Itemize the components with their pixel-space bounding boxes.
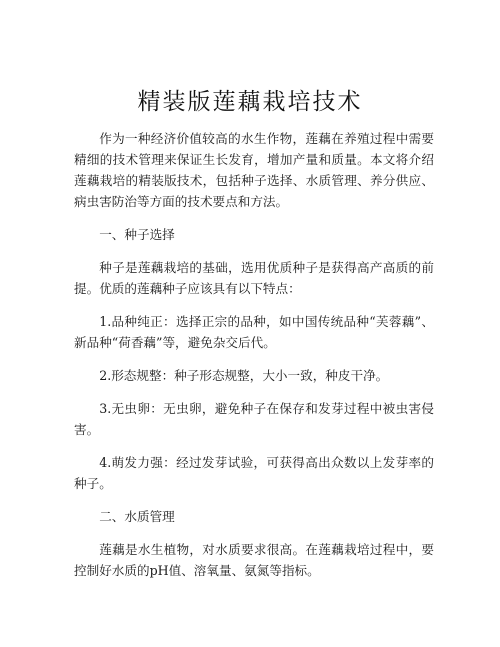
- intro-paragraph: 作为一种经济价值较高的水生作物，莲藕在养殖过程中需要精细的技术管理来保证生长发育，增加产量和质量。本文将介绍莲藕栽培的精装版技术，包括种子选择、水质管理、养分供应、病虫害防治等方面的技术要点和方法。: [74, 131, 434, 209]
- seed-point-germination: 4.萌发力强：经过发芽试验，可获得高出众数以上发芽率的种子。: [74, 455, 434, 491]
- seed-selection-intro: 种子是莲藕栽培的基础，选用优质种子是获得高产高质的前提。优质的莲藕种子应该具有以下特点：: [74, 260, 434, 296]
- section-heading-water-quality: 二、水质管理: [99, 509, 175, 524]
- seed-point-variety: 1.品种纯正：选择正宗的品种，如中国传统品种“芙蓉藕”、新品种“荷香藕”等，避免杂交后代。: [74, 314, 434, 350]
- seed-point-no-eggs: 3.无虫卵：无虫卵，避免种子在保存和发芽过程中被虫害侵害。: [74, 401, 434, 437]
- document-title: 精装版莲藕栽培技术: [137, 89, 363, 115]
- document-body: [74, 128, 434, 593]
- seed-point-shape: 2.形态规整：种子形态规整，大小一致，种皮干净。: [99, 368, 389, 383]
- water-quality-paragraph: 莲藕是水生植物，对水质要求很高。在莲藕栽培过程中，要控制好水质的pH值、溶氧量、氨氮等指标。: [74, 542, 434, 578]
- section-heading-seed-selection: 一、种子选择: [99, 227, 175, 242]
